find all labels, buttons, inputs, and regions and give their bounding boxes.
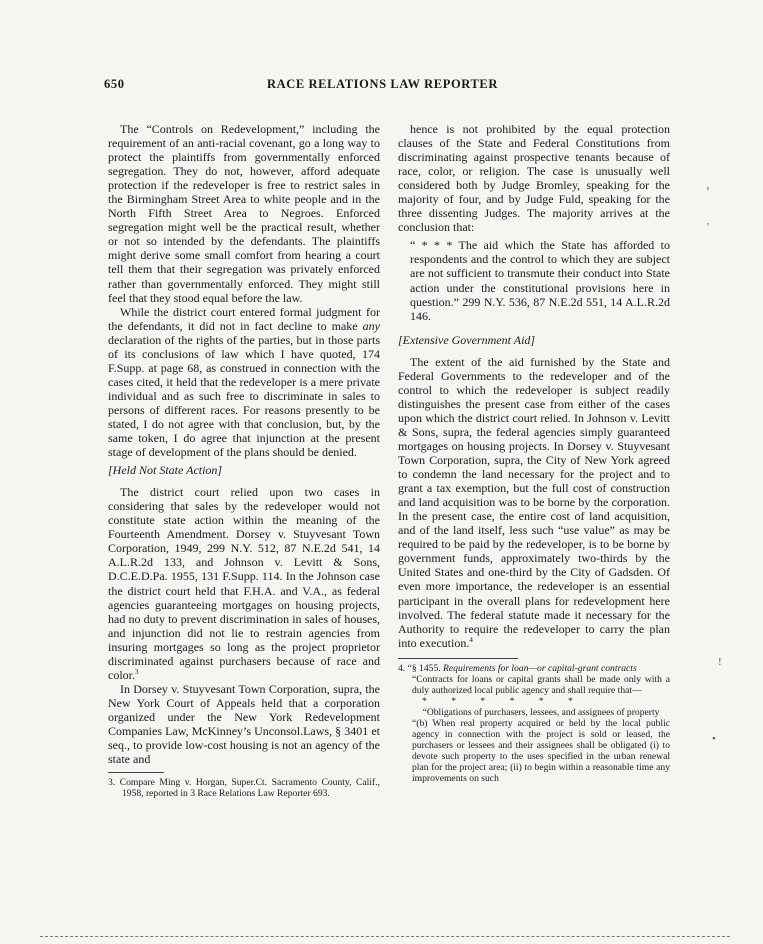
paragraph-text: declaration of the rights of the parties, but in those parts of its conclusions of law which I have quoted, 174 F.Supp. at page 68, as construed in connection with the cases cited, it held that the redeveloper is a mere private individual and as such free to discriminate in sales to persons of different races. For reasons presently to be stated, I do not agree with that conclusion, but, by the same token, I do agree that injunction at the present stage of development of the plans should be denied. [108, 332, 380, 460]
footnote-text: “Contracts for loans or capital grants shall be made only with a duly authorized local public agency and shall require that— [412, 673, 670, 696]
footnote-title [398, 663, 670, 674]
paragraph-text: The district court relied upon two cases in considering that sales by the redeveloper would not constitute state action within the meaning of the Fourteenth Amendment. Dorsey v. Stuyvesant Town Corporation, 1949, 299 N.Y. 512, 87 N.E.2d 541, 14 A.L.R.2d 133, and Johnson v. Levitt & Sons, D.C.E.D.Pa. 1955, 131 F.Supp. 114. In the Johnson case the district court held that F.H.A. and V.A., as federal agencies guaranteeing mortgages on housing projects, had no duty to prevent discrimination in sales of houses, and injunction did not lie to restrain agencies from insuring mortgages so long as the project proprietor discriminated against purchasers because of race and color. [108, 485, 380, 682]
margin-mark: ! [718, 656, 722, 668]
paragraph [108, 485, 380, 682]
left-column [108, 122, 380, 799]
paragraph: In Dorsey v. Stuyvesant Town Corporation, supra, the New York Court of Appeals held that a corporation organized under the New York Redevelopment Companies Law, McKinney’s Unconsol.Laws, § 3401 et seq., to provide low-cost housing is not an agency of the state and [108, 681, 380, 767]
footnote-rule [398, 658, 518, 659]
paragraph: The “Controls on Redevelopment,” including the requirement of an anti-racial covenant, go a long way to protect the plaintiffs from governmentally enforced segregation. They do not, however, afford adequate protection if the redeveloper is free to restrict sales in the Birmingham Street Area to white people and in the North Fifth Street Area to Negroes. Enforced segregation might well be the practical result, whether or not so intended by the defendants. The plaintiffs might derive some small comfort from hearing a court tell them that their segregation was privately enforced rather than governmentally enforced. They might still feel that they stood equal before the law. [108, 122, 380, 305]
footnote-rule [108, 772, 164, 773]
block-quote: “ * * * The aid which the State has afforded to respondents and the control to which they are subject are not sufficient to transmute their conduct into State action under the constitutional provisions here in question.” 299 N.Y. 536, 87 N.E.2d 551, 14 A.L.R.2d 146. [410, 238, 670, 323]
footnote-heading: Requirements for loan—or capital-grant contracts [443, 662, 637, 674]
paragraph: hence is not prohibited by the equal protection clauses of the State and Federal Constitutions from discriminating against prospective tenants because of race, color, or religion. The case is unusually well considered both by Judge Bromley, speaking for the majority of four, and by Judge Fuld, speaking for the three dissenting Judges. The majority arrives at the conclusion that: [398, 122, 670, 235]
section-heading: [Held Not State Action] [108, 463, 223, 478]
paragraph-text: The extent of the aid furnished by the State and Federal Governments to the redeveloper and of the control to which the redeveloper is subject readily distinguishes the present case from either of the cases upon which the district court relied. In Johnson v. Levitt & Sons, supra, the federal agencies simply guaranteed mortgages on housing projects. In Dorsey v. Stuyvesant Town Corporation, supra, the City of New York agreed to condemn the land necessary for the project and to grant a tax exemption, but the full cost of construction and land acquisition was to be borne by the corporation. In the present case, the entire cost of land acquisition, and of the land itself, less such “use value” as may be required to be paid by the redeveloper, is to be borne by government funds, approximately two-thirds by the United States and one-third by the City of Gadsden. Of even more importance, the redeveloper is an essential participant in the overall plans for redevelopment here involved. The federal statute made it necessary for the Authority to require the redeveloper to carry the plan into execution. [398, 354, 670, 650]
footnote-number: 4. “§ 1455. [398, 662, 441, 674]
section-heading: [Extensive Government Aid] [398, 332, 536, 347]
footnote-ref: 3 [135, 667, 139, 676]
page-bottom-edge [40, 936, 730, 937]
page-number: 650 [104, 77, 125, 91]
footnote-ref: 4 [469, 635, 473, 644]
emphasis-text: any [362, 318, 380, 333]
paragraph-text: While the district court entered formal judgment for the defendants, it did not in fact decline to make [108, 304, 380, 333]
margin-mark: › [706, 182, 710, 194]
paragraph [108, 305, 380, 460]
margin-mark: • [712, 733, 716, 745]
running-title: RACE RELATIONS LAW REPORTER [267, 77, 498, 91]
footnote: 3. Compare Ming v. Horgan, Super.Ct. Sacramento County, Calif., 1958, reported in 3 Race Relations Law Reporter 693. [108, 777, 380, 800]
margin-mark: ' [707, 221, 709, 233]
footnote-text: “(b) When real property acquired or held by the local public agency in connection with the project is sold or leased, the purchasers or lessees and their assignees shall be obligated (i) to devote such property to the uses specified in the urban renewal plan for the project area; (ii) to begin within a reasonable time any improvements on such [412, 717, 670, 784]
right-column [398, 122, 670, 784]
footnote-subheading: “Obligations of purchasers, lessees, and assignees of property [422, 706, 660, 718]
paragraph [398, 355, 670, 650]
footnote-omission: * * * * * * [422, 695, 573, 707]
